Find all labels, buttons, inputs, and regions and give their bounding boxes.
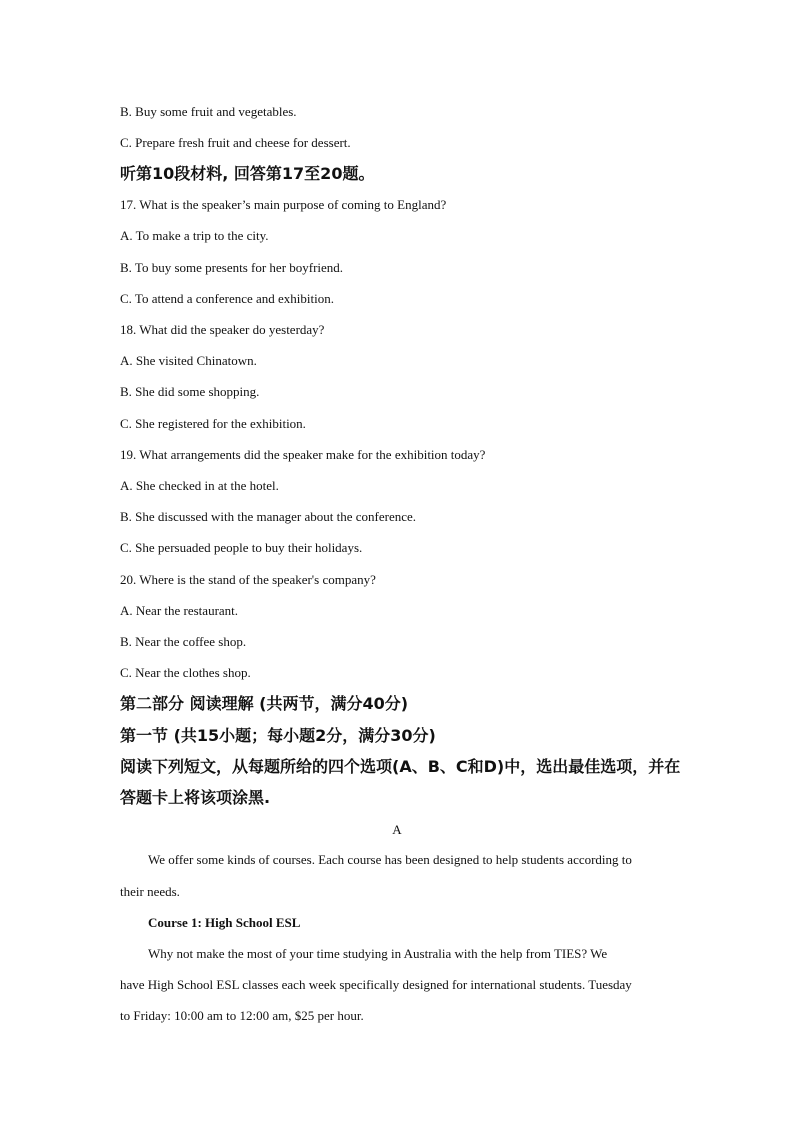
question-17: 17. What is the speaker’s main purpose of coming to England?	[120, 197, 447, 212]
q20-option-b: B. Near the coffee shop.	[120, 634, 247, 649]
question-20: 20. Where is the stand of the speaker's company?	[120, 572, 376, 587]
question-18: 18. What did the speaker do yesterday?	[120, 322, 325, 337]
course1-title: Course 1: High School ESL	[148, 915, 301, 930]
q19-option-b: B. She discussed with the manager about the conference.	[120, 509, 417, 524]
instruction-line-1: 阅读下列短文，从每题所给的四个选项(A、B、C和D)中，选出最佳选项，并在	[120, 757, 681, 776]
q20-option-c: C. Near the clothes shop.	[120, 665, 251, 680]
section1-header: 第一节 (共15小题；每小题2分，满分30分)	[120, 726, 436, 745]
q18-option-c: C. She registered for the exhibition.	[120, 416, 306, 431]
part2-header: 第二部分 阅读理解 (共两节，满分40分)	[120, 694, 409, 713]
passage-label: A	[392, 822, 402, 837]
passage-intro-line-2: their needs.	[120, 884, 180, 899]
course1-line-2: have High School ESL classes each week specifically designed for international students. Tuesday	[120, 977, 632, 992]
section10-header: 听第10段材料, 回答第17至20题。	[120, 164, 375, 183]
q16-option-b: B. Buy some fruit and vegetables.	[120, 104, 297, 119]
course1-line-1: Why not make the most of your time studying in Australia with the help from TIES? We	[148, 946, 608, 961]
q18-option-b: B. She did some shopping.	[120, 384, 260, 399]
question-19: 19. What arrangements did the speaker make for the exhibition today?	[120, 447, 486, 462]
q20-option-a: A. Near the restaurant.	[120, 603, 239, 618]
q17-option-b: B. To buy some presents for her boyfriend.	[120, 260, 344, 275]
passage-intro-line-1: We offer some kinds of courses. Each course has been designed to help students according to	[148, 852, 632, 867]
q17-option-a: A. To make a trip to the city.	[120, 228, 269, 243]
q18-option-a: A. She visited Chinatown.	[120, 353, 257, 368]
q16-option-c: C. Prepare fresh fruit and cheese for dessert.	[120, 135, 351, 150]
q19-option-a: A. She checked in at the hotel.	[120, 478, 279, 493]
course1-line-3: to Friday: 10:00 am to 12:00 am, $25 per hour.	[120, 1008, 364, 1023]
q19-option-c: C. She persuaded people to buy their holidays.	[120, 540, 363, 555]
q17-option-c: C. To attend a conference and exhibition.	[120, 291, 334, 306]
instruction-line-2: 答题卡上将该项涂黑.	[120, 788, 271, 807]
